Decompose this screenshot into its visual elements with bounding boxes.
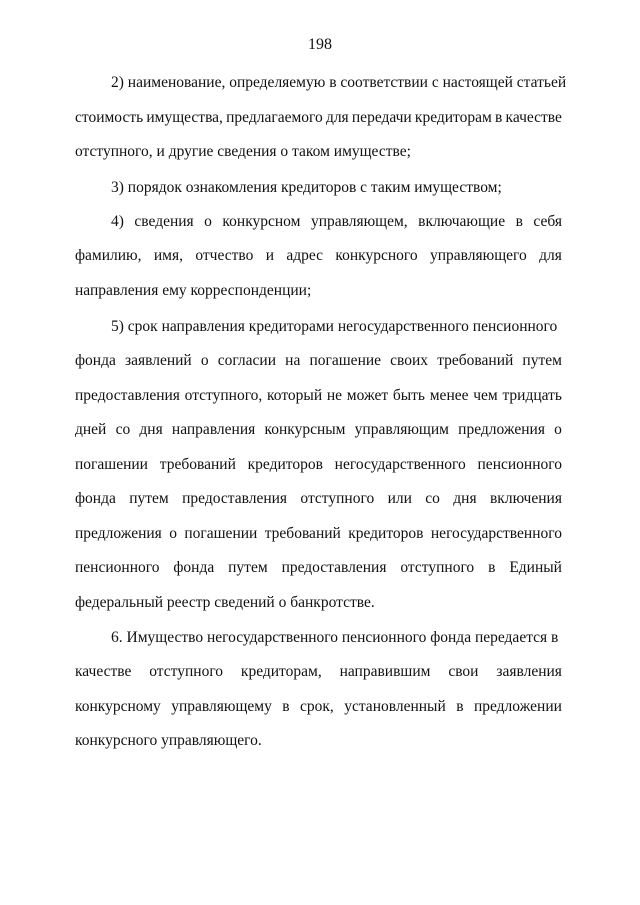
word: не <box>326 387 343 404</box>
word: требований <box>159 456 236 473</box>
word: кредиторам, <box>240 663 322 680</box>
word: кредиторов <box>348 525 424 542</box>
word: направившим <box>339 663 431 680</box>
word: в <box>515 213 523 230</box>
word: 4) <box>111 213 124 230</box>
word: конкурсном <box>222 213 301 230</box>
word: может <box>346 387 389 404</box>
word: согласии <box>217 352 277 369</box>
word: предлагаемого <box>226 109 323 126</box>
word: сведения <box>134 213 194 230</box>
word: пенсионного <box>75 559 160 576</box>
word: срок, <box>300 698 334 715</box>
text-line: 6. Имущество негосударственного пенсионного фонда передается в <box>111 629 559 646</box>
word: предоставления <box>281 559 387 576</box>
word: для <box>325 109 349 126</box>
word: отступного <box>400 559 475 576</box>
text-line <box>75 351 562 371</box>
word: качестве <box>75 663 132 680</box>
text-line <box>75 489 562 509</box>
word: в <box>282 698 290 715</box>
word: который <box>267 387 323 404</box>
text-line: конкурсного управляющего. <box>75 732 262 749</box>
text-line: 5) срок направления кредиторами негосударственного пенсионного <box>111 318 558 335</box>
text-line: 2) наименование, определяемую в соответствии с настоящей статьей <box>111 74 567 91</box>
word: адрес <box>286 247 324 264</box>
word: управляющим <box>354 421 449 438</box>
word: отступного <box>300 490 375 507</box>
word: предложения <box>75 525 162 542</box>
word: путем <box>129 490 169 507</box>
text-line <box>75 108 562 128</box>
text-line <box>75 455 562 475</box>
word: о <box>200 352 209 369</box>
page-number: 198 <box>308 36 332 53</box>
word: конкурсного <box>335 247 418 264</box>
word: или <box>387 490 412 507</box>
word: направления <box>171 421 256 438</box>
word: негосударственного <box>334 456 466 473</box>
word: предложении <box>473 698 562 715</box>
word: для <box>539 247 562 264</box>
word: в <box>495 109 503 126</box>
word: передачи <box>351 109 412 126</box>
word: имя, <box>153 247 183 264</box>
word: заявления <box>496 663 562 680</box>
word: требований <box>437 352 514 369</box>
word: фамилию, <box>75 247 142 264</box>
word: со <box>425 490 440 507</box>
word: фонда <box>173 559 215 576</box>
word: включения <box>489 490 562 507</box>
word: со <box>115 421 131 438</box>
word: своих <box>390 352 429 369</box>
word: на <box>285 352 301 369</box>
word: отчество <box>195 247 254 264</box>
word: свои <box>448 663 479 680</box>
text-line <box>75 386 562 406</box>
word: дня <box>453 490 477 507</box>
word: и <box>265 247 274 264</box>
word: заявлений <box>124 352 192 369</box>
text-line: федеральный реестр сведений о банкротстве. <box>75 594 375 611</box>
word: о <box>169 525 177 542</box>
word: предоставления <box>182 490 288 507</box>
text-line <box>75 662 562 682</box>
word: себя <box>533 213 562 230</box>
word: конкурсным <box>264 421 346 438</box>
word: негосударственного <box>430 525 562 542</box>
word: кредиторов <box>247 456 323 473</box>
word: погашение <box>309 352 382 369</box>
word: пенсионного <box>477 456 562 473</box>
word: имущества, <box>146 109 223 126</box>
text-line: отступного, и другие сведения о таком имуществе; <box>75 143 411 160</box>
text-line <box>75 420 562 440</box>
word: требований <box>264 525 341 542</box>
word: отступного, <box>184 387 263 404</box>
word: погашении <box>184 525 258 542</box>
text-line: направления ему корреспонденции; <box>75 282 312 299</box>
word: предложения <box>458 421 545 438</box>
word: кредиторам <box>414 109 492 126</box>
word: тридцать <box>502 387 562 404</box>
word: погашении <box>75 456 148 473</box>
text-line <box>75 524 562 544</box>
word: фонда <box>75 352 116 369</box>
word: отступного <box>149 663 224 680</box>
word: быть <box>392 387 426 404</box>
word: стоимость <box>75 109 144 126</box>
word: дня <box>139 421 163 438</box>
word: управляющего <box>430 247 527 264</box>
word: Единый <box>509 559 562 576</box>
word: управляющем, <box>310 213 408 230</box>
word: чем <box>473 387 498 404</box>
word: включающие <box>418 213 506 230</box>
text-line <box>75 697 562 717</box>
word: конкурсному <box>75 698 161 715</box>
word: качестве <box>505 109 562 126</box>
word: предоставления <box>75 387 180 404</box>
text-line <box>75 246 562 266</box>
word: дней <box>75 421 107 438</box>
word: о <box>204 213 212 230</box>
word: о <box>554 421 562 438</box>
text-line <box>75 558 562 578</box>
word: путем <box>522 352 562 369</box>
word: в <box>488 559 496 576</box>
word: установленный <box>344 698 446 715</box>
word: фонда <box>75 490 116 507</box>
text-line: 3) порядок ознакомления кредиторов с таким имуществом; <box>111 179 502 196</box>
word: в <box>456 698 464 715</box>
word: менее <box>429 387 469 404</box>
word: путем <box>228 559 268 576</box>
word: управляющему <box>171 698 272 715</box>
text-line <box>111 212 562 232</box>
